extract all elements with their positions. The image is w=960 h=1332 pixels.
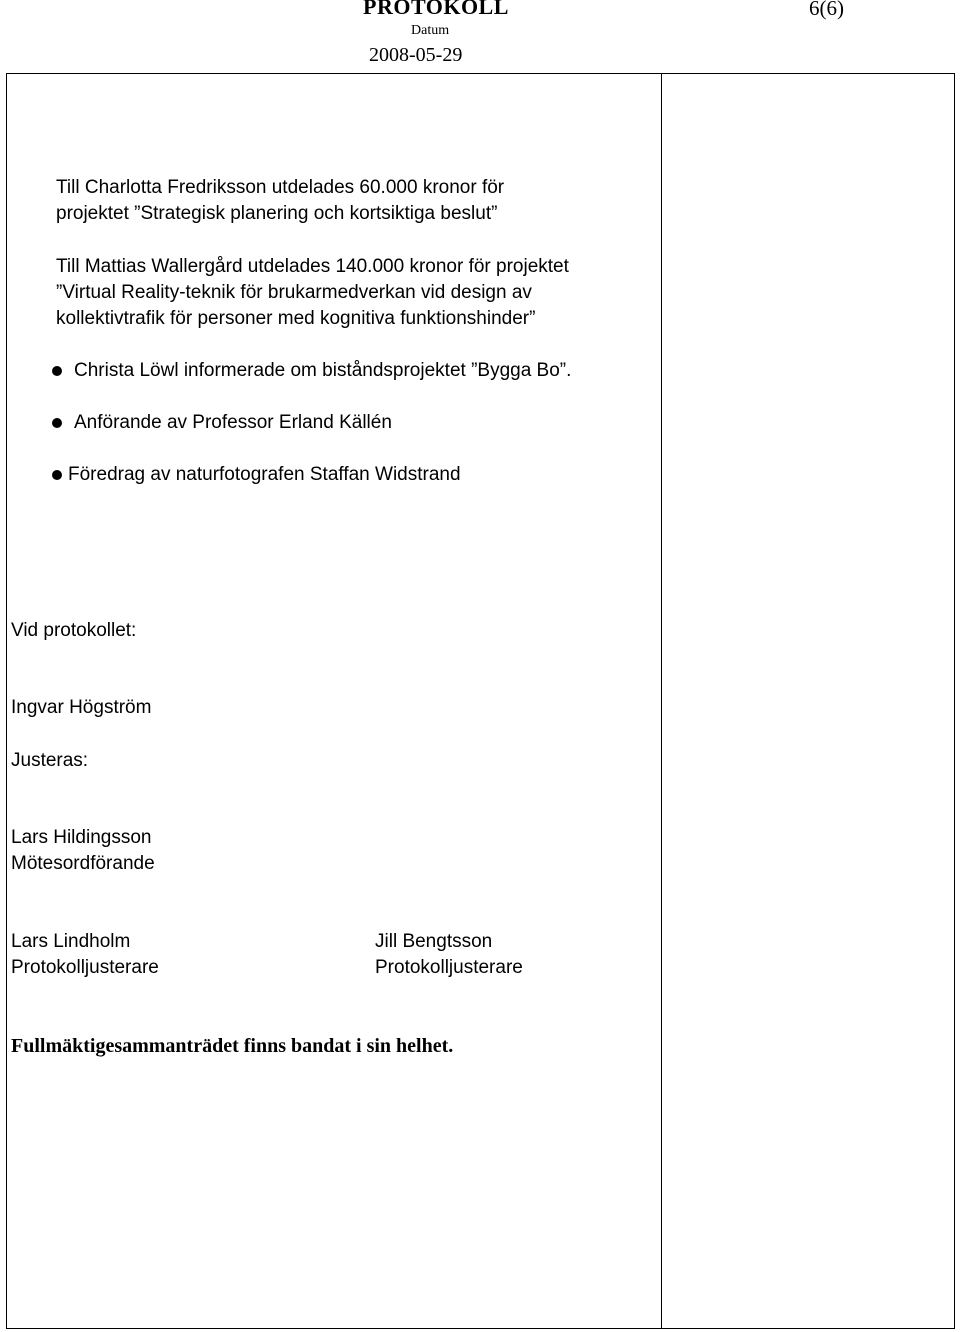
chair-name: Lars Hildingsson [11, 827, 152, 848]
margin-divider [661, 73, 662, 1329]
chair-role: Mötesordförande [11, 853, 155, 874]
grant-2-line-2: ”Virtual Reality-teknik för brukarmedverkan vid design av [56, 282, 532, 303]
adjuster-1-role: Protokolljusterare [11, 957, 159, 978]
footer-note: Fullmäktigesammanträdet finns bandat i sin helhet. [11, 1035, 454, 1057]
adjuster-1-signature [11, 929, 159, 981]
bullet-icon [52, 418, 62, 428]
bullet-icon [52, 366, 62, 376]
grant-2-line-1: Till Mattias Wallergård utdelades 140.000 kronor för projektet [56, 256, 569, 277]
date-label: Datum [411, 23, 450, 38]
grant-paragraph-1 [56, 175, 504, 227]
recorder-name: Ingvar Högström [11, 697, 152, 718]
adjuster-2-signature [375, 929, 523, 981]
adjuster-2-role: Protokolljusterare [375, 957, 523, 978]
grant-1-line-1: Till Charlotta Fredriksson utdelades 60.000 kronor för [56, 177, 505, 198]
bullet-icon [52, 470, 62, 480]
grant-1-line-2: projektet ”Strategisk planering och kortsiktiga beslut” [56, 203, 498, 224]
recorded-label: Vid protokollet: [11, 620, 137, 641]
document-title: PROTOKOLL [363, 0, 509, 19]
chair-signature [11, 825, 155, 877]
adjuster-2-name: Jill Bengtsson [375, 931, 493, 952]
page-number: 6(6) [809, 0, 844, 20]
bullet-item-3: Föredrag av naturfotografen Staffan Widstrand [68, 464, 461, 485]
adjuster-1-name: Lars Lindholm [11, 931, 131, 952]
date-value: 2008-05-29 [369, 44, 463, 66]
adjusted-label: Justeras: [11, 750, 89, 771]
grant-2-line-3: kollektivtrafik för personer med kognitiva funktionshinder” [56, 308, 536, 329]
bullet-item-1: Christa Löwl informerade om biståndsprojektet ”Bygga Bo”. [74, 360, 572, 381]
bullet-item-2: Anförande av Professor Erland Källén [74, 412, 392, 433]
grant-paragraph-2 [56, 254, 569, 332]
